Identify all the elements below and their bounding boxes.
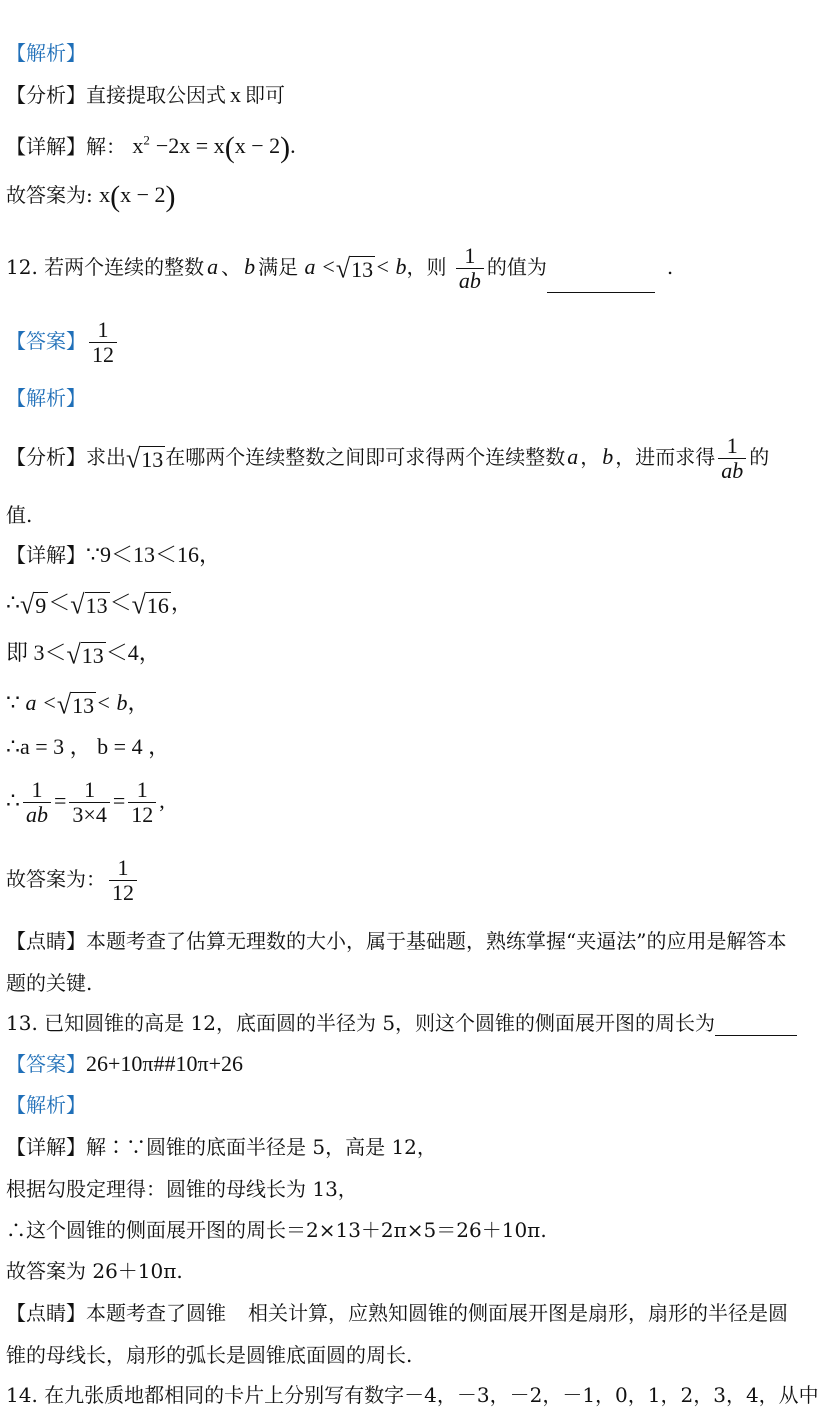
solution-answer-12: 故答案为： $\frac{1}{12}$ <box>6 856 140 905</box>
analysis-line-2: 【分析】求出 √ 13 在哪两个连续整数之间即可求得两个连续整数a ，b ，进而求得 $\frac{1}{ab}$ 的 <box>6 433 770 483</box>
answer-text: 故答案为: <box>6 183 93 207</box>
analysis-line-1 <box>6 82 285 108</box>
comment-12-line-1: 【点睛】本题考查了估算无理数的大小，属于基础题，熟练掌握“夹逼法”的应用是解答本 <box>6 929 787 953</box>
answer-13: 【答案】26+10π##10π+26 <box>6 1051 244 1076</box>
question-13: 13. 已知圆锥的高是 12，底面圆的半径为 5，则这个圆锥的侧面展开图的周长为 <box>6 1010 797 1036</box>
solution-step-4: ∵ a < √ 13 < b， <box>6 688 150 720</box>
answer-blank-13 <box>715 1035 797 1036</box>
answer-blank-12 <box>547 292 655 293</box>
comment-13-line-1: 【点睛】本题考查了圆锥 相关计算，应熟知圆锥的侧面展开图是扇形，扇形的半径是圆 <box>6 1301 788 1325</box>
equation-1: $x^2 -2x = x(x - 2)$. <box>132 131 296 165</box>
question-12: 12. 若两个连续的整数 a 、 b 满足 a < √ 13 < b，则 $\frac{1}{ab}$ 的值为 . <box>6 243 674 293</box>
solution-step-5: ∴a = 3 ， b = 4 ， <box>6 734 171 759</box>
answer-line-1 <box>6 180 176 213</box>
solution-step-2: ∴ √ 9 ＜ √ 13 ＜ √ 16 ， <box>6 588 193 620</box>
answer-12: 【答案】 $\frac{1}{12}$ <box>6 318 120 367</box>
sqrt-13: √ 13 <box>126 442 164 474</box>
analysis-end: 即可 <box>245 83 285 107</box>
solution-13-step-4: 故答案为 26＋10π. <box>6 1259 183 1283</box>
sqrt-13: √ 13 <box>335 252 374 284</box>
solution-13-step-3: ∴这个圆锥的侧面展开图的周长＝2×13＋2π×5＝26＋10π. <box>6 1218 547 1242</box>
analysis-heading-2: 【解析】 <box>6 386 86 410</box>
solution-13-step-1: 【详解】解∶∵圆锥的底面半径是 5，高是 12， <box>6 1135 437 1159</box>
analysis-tag: 【分析】 <box>6 83 86 107</box>
question-14: 14. 在九张质地都相同的卡片上分别写有数字－4，－3，－2，－1，0，1，2，3，4，从中 <box>6 1383 819 1407</box>
comment-13-line-2: 锥的母线长，扇形的弧长是圆锥底面圆的周长. <box>6 1343 413 1367</box>
solution-13-step-2: 根据勾股定理得：圆锥的母线长为 13， <box>6 1177 358 1201</box>
fraction-1-over-ab: $\frac{1}{ab}$ <box>456 244 484 293</box>
solution-step-3: 即 3＜ √ 13 ＜4， <box>6 638 161 670</box>
fraction-1-over-ab: $\frac{1}{ab}$ <box>718 434 746 483</box>
variable-x: x <box>230 82 241 107</box>
analysis-heading-1: 【解析】 <box>6 41 86 65</box>
solution-tag: 【详解】 <box>6 134 86 159</box>
solution-text: 解： <box>86 134 126 159</box>
analysis-heading-3: 【解析】 <box>6 1093 86 1117</box>
fraction-1-over-12: $\frac{1}{12}$ <box>89 318 117 367</box>
var-b: b <box>244 254 256 279</box>
answer-expression: x(x − 2) <box>99 180 176 213</box>
solution-step-6: ∴ $\frac{1}{ab}$ = $\frac{1}{3\times 4}$ = $\frac{1}{12}$ , <box>6 777 165 827</box>
var-a: a <box>207 254 219 279</box>
comment-12-line-2: 题的关键. <box>6 971 93 995</box>
solution-line-1 <box>6 128 296 165</box>
analysis-line-2-cont: 值. <box>6 503 33 527</box>
solution-step-1: 【详解】∵9＜13＜16， <box>6 542 221 567</box>
analysis-text: 直接提取公因式 <box>86 83 226 107</box>
